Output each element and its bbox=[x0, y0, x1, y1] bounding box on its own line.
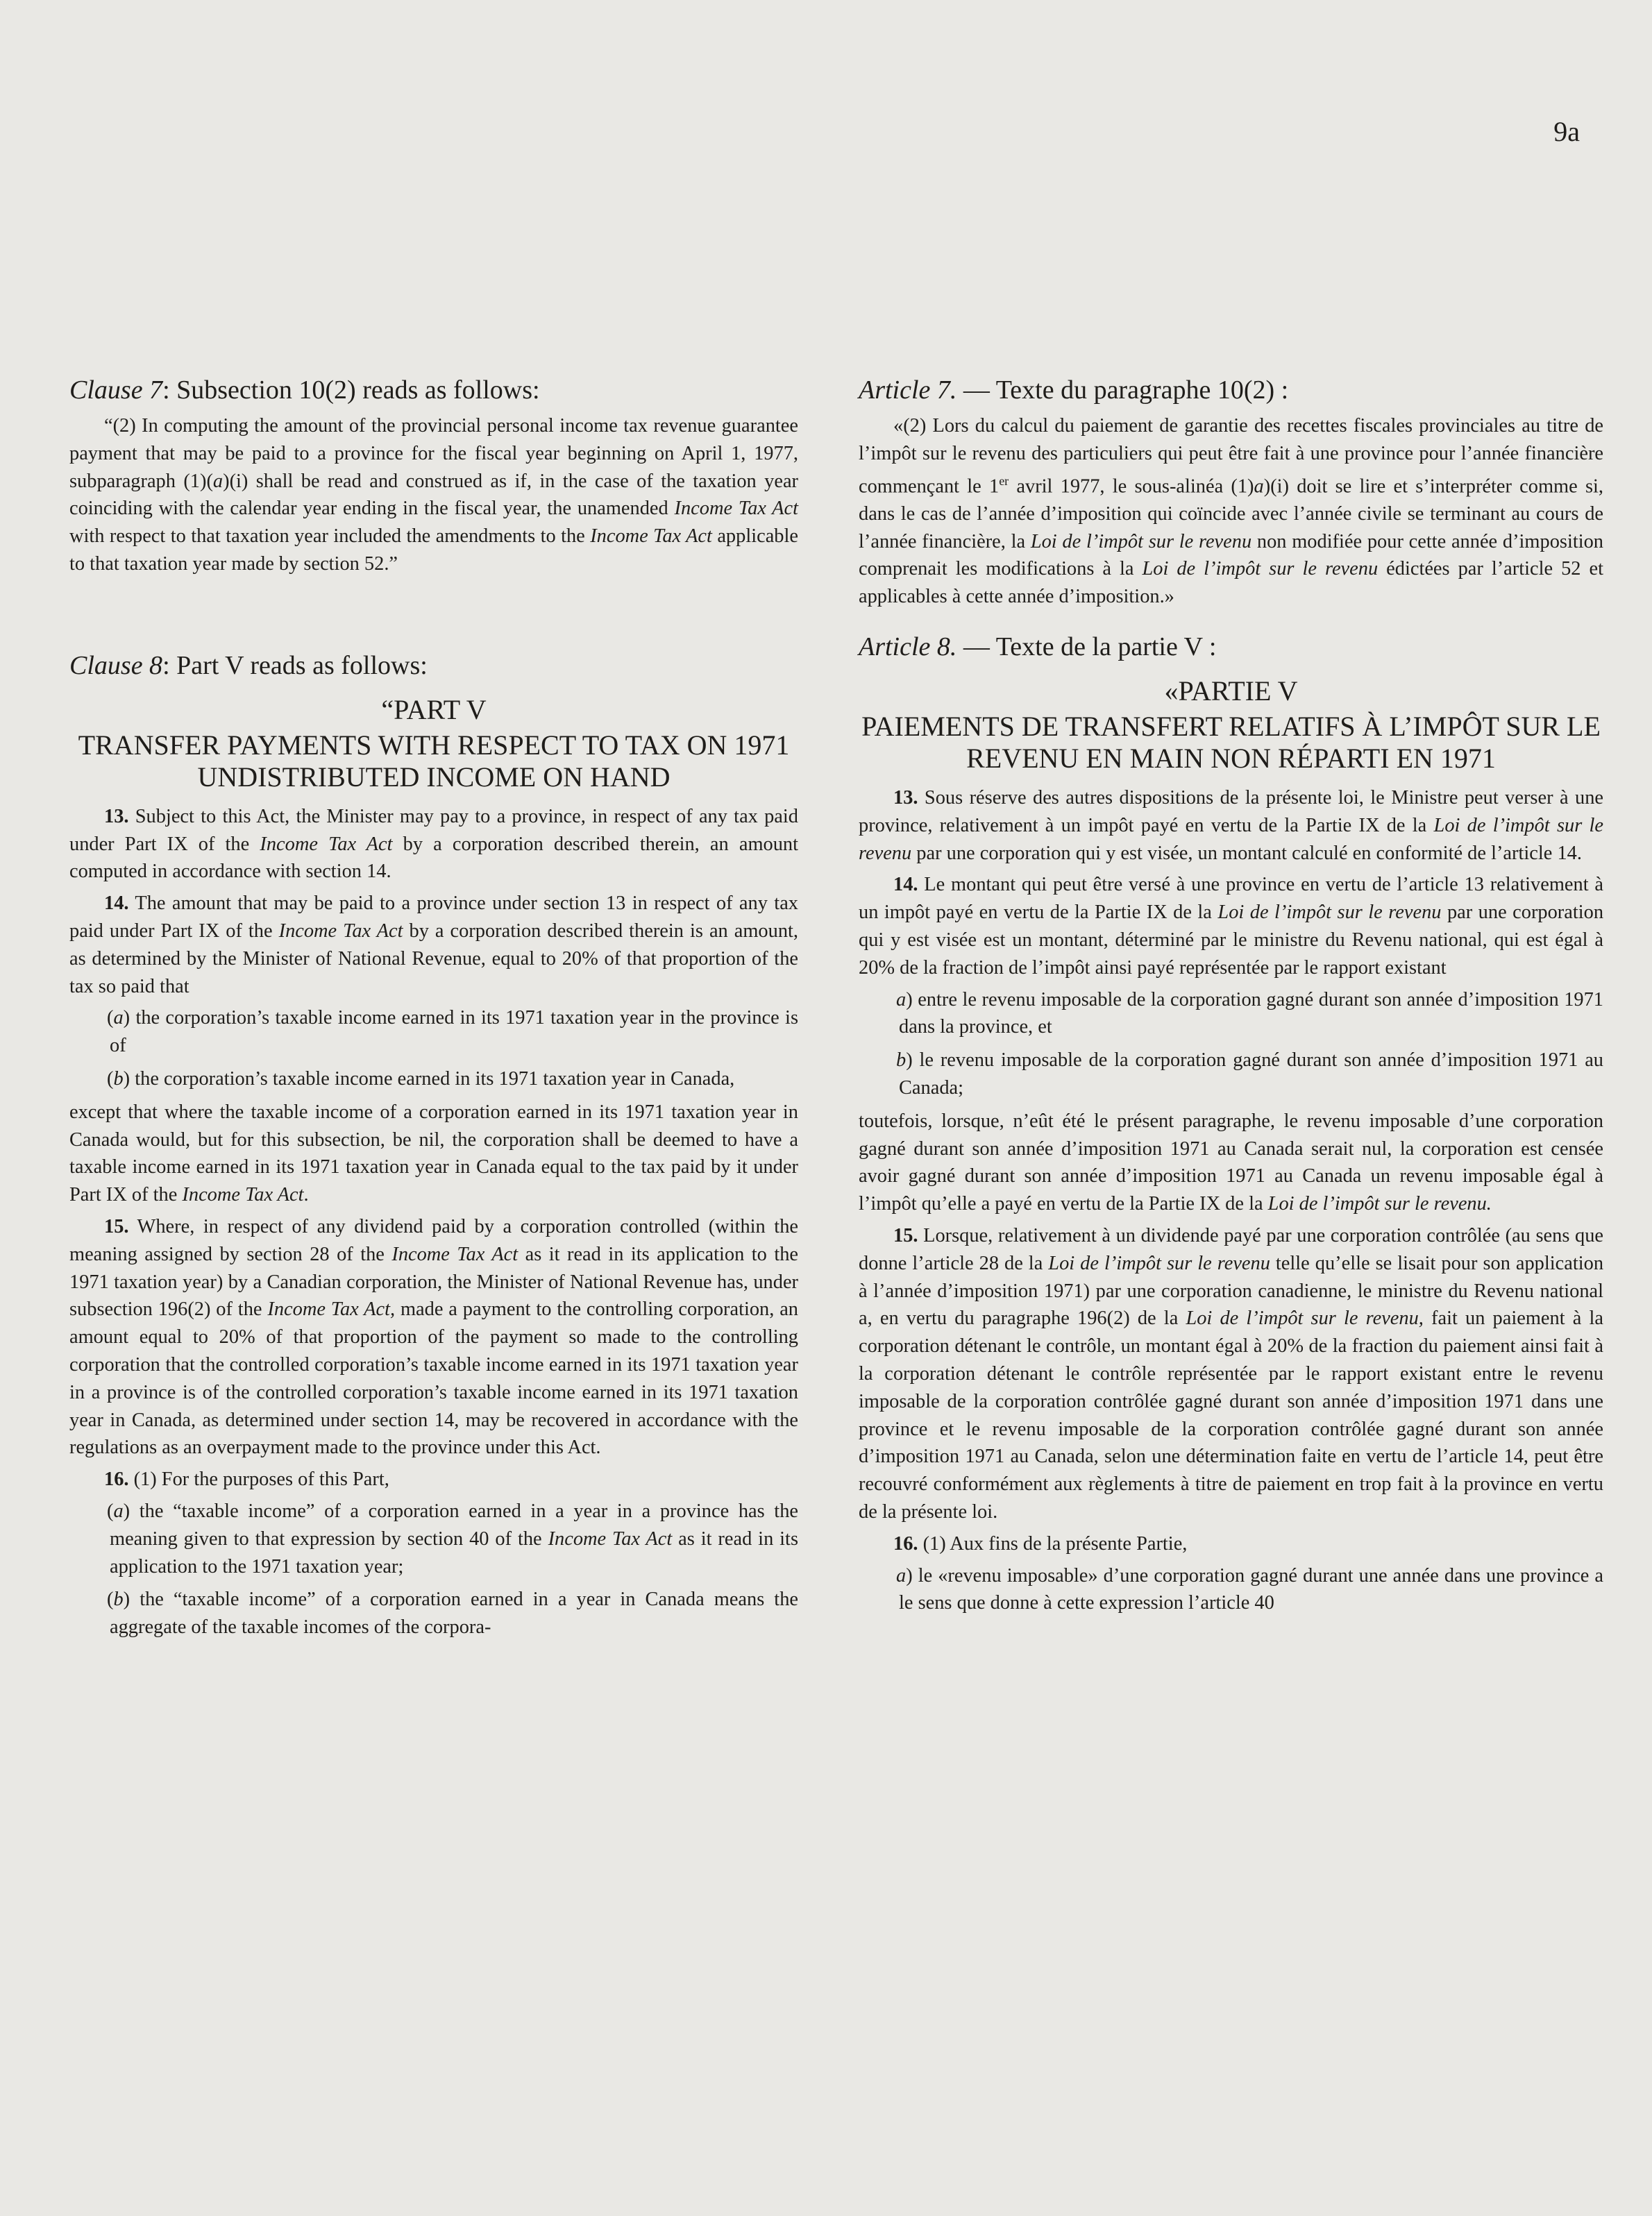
article-14-a: a) entre le revenu imposable de la corporation gagné durant son année d’imposition 1971 dans la province, et bbox=[896, 988, 1603, 1038]
section-14-tail: except that where the taxable income of a corporation earned in its 1971 taxation year in Canada would, but for this subsection, be nil, the corporation shall be deemed to have a taxable income earned in its 1971 taxation year in Canada equal to the tax paid by it under Part IX of the Income Tax Act. bbox=[69, 1101, 798, 1206]
section-16: 16. (1) For the purposes of this Part, bbox=[104, 1469, 389, 1491]
section-15: 15. Where, in respect of any dividend paid by a corporation controlled (within the meaning assigned by section 28 of the Income Tax Act as it read in its application to the 1971 taxation year) by a Canadian corporation, the Minister of National Revenue has, under subsection 196(2) of the Income Tax Act, made a payment to the controlling corporation, an amount equal to 20% of that proportion of the payment so made to the controlling corporation that the controlled corporation’s taxable income earned in its 1971 taxation year in a province is of the controlled corporation’s taxable income earned in its 1971 taxation year in Canada, as determined under section 14, may be recovered in accordance with the regulations as an overpayment made to the province under this Act. bbox=[69, 1215, 799, 1459]
article-16-a: a) le «revenu imposable» d’une corporation gagné durant une année dans une province a le sens que donne à cette expression l’article 40 bbox=[896, 1564, 1603, 1614]
english-column bbox=[69, 373, 798, 1647]
article-7-heading: Article 7. — Texte du paragraphe 10(2) : bbox=[859, 375, 1289, 405]
article-8-heading: Article 8. — Texte de la partie V : bbox=[859, 632, 1217, 662]
section-16-a: (a) the “taxable income” of a corporation earned in a year in a province has the meaning given to that expression by section 40 of the Income Tax Act as it read in its application to the 1971 taxation year; bbox=[107, 1500, 798, 1578]
article-14-b: b) le revenu imposable de la corporation gagné durant son année d’imposition 1971 au Canada; bbox=[896, 1049, 1603, 1099]
clause-7-heading: Clause 7: Subsection 10(2) reads as follows: bbox=[69, 375, 540, 405]
article-15: 15. Lorsque, relativement à un dividende payé par une corporation contrôlée (au sens que donne l’article 28 de la Loi de l’impôt sur le revenu telle qu’elle se lisait pour son application à l’année d’imposition 1971) par une corporation canadienne, le ministre du Revenu national a, en vertu du paragraphe 196(2) de la Loi de l’impôt sur le revenu, fait un paiement à la corporation détenant le contrôle, un montant égal à 20% de la fraction du paiement ainsi fait à la corporation détenant le contrôle représentée par le rapport existant entre le revenu imposable de la corporation contrôlée gagné durant son année d’imposition 1971 dans une province et le revenu imposable de la corporation contrôlée gagné durant son année d’imposition 1971 au Canada, selon une détermination faite en vertu de l’article 14, peut être recouvré conformément aux règlements à titre de paiement en trop fait à la province en vertu de la présente loi. bbox=[859, 1225, 1604, 1523]
article-14: 14. Le montant qui peut être versé à une province en vertu de l’article 13 relativement à un impôt payé en vertu de la Partie IX de la Loi de l’impôt sur le revenu par une corporation qui y est visée est un montant, déterminé par le ministre du Revenu national, qui est égal à 20% de la fraction de l’impôt ainsi payé représentée par le rapport existant bbox=[859, 874, 1604, 979]
article-13: 13. Sous réserve des autres dispositions de la présente loi, le Ministre peut verser à une province, relativement à un impôt payé en vertu de la Partie IX de la Loi de l’impôt sur le revenu par une corporation qui y est visée, un montant calculé en conformité de l’article 14. bbox=[859, 787, 1603, 864]
section-16-b: (b) the “taxable income” of a corporation earned in a year in Canada means the aggregate of the taxable incomes of the corpora- bbox=[107, 1589, 798, 1639]
article-7-text: «(2) Lors du calcul du paiement de garantie des recettes fiscales provinciales au titre de l’impôt sur le revenu des particuliers qui peut être fait à une province pour l’année financière commençant le 1er avril 1977, le sous-alinéa (1)a)(i) doit se lire et s’interpréter comme si, dans le cas de l’année d’imposition qui coïncide avec l’année civile se terminant au cours de l’année financière, la Loi de l’impôt sur le revenu non modifiée pour cette année d’imposition comprenait les modifications à la Loi de l’impôt sur le revenu édictées par l’article 52 et applicables à cette année d’imposition.» bbox=[859, 415, 1603, 608]
page-number: 9a bbox=[1553, 116, 1580, 147]
section-14: 14. The amount that may be paid to a province under section 13 in respect of any tax paid under Part IX of the Income Tax Act by a corporation described therein is an amount, as determined by the Minister of National Revenue, equal to 20% of that proportion of the tax so paid that bbox=[69, 893, 799, 997]
article-14-tail: toutefois, lorsque, n’eût été le présent paragraphe, le revenu imposable d’une corporation gagné durant son année d’imposition 1971 au Canada serait nul, la corporation est censée avoir gagné durant son année d’imposition 1971 au Canada un revenu imposable égal à l’impôt qu’elle a payé en vertu de la Partie IX de la Loi de l’impôt sur le revenu. bbox=[859, 1110, 1603, 1215]
section-14-b: (b) the corporation’s taxable income earned in its 1971 taxation year in Canada, bbox=[107, 1067, 735, 1090]
clause-7-text: “(2) In computing the amount of the provincial personal income tax revenue guarantee payment that may be paid to a province for the fiscal year beginning on April 1, 1977, subparagraph (1)(a)(i) shall be read and construed as if, in the case of the taxation year coinciding with the calendar year ending in the fiscal year, the unamended Income Tax Act with respect to that taxation year included the amendments to the Income Tax Act applicable to that taxation year made by section 52.” bbox=[69, 415, 798, 575]
partie-title: «PARTIE V bbox=[1164, 675, 1298, 707]
article-16: 16. (1) Aux fins de la présente Partie, bbox=[893, 1532, 1188, 1555]
clause-8-heading: Clause 8: Part V reads as follows: bbox=[69, 650, 428, 680]
french-column bbox=[859, 373, 1603, 1623]
section-13: 13. Subject to this Act, the Minister may pay to a province, in respect of any tax paid under Part IX of the Income Tax Act by a corporation described therein, an amount computed in accordance with section 14. bbox=[69, 805, 799, 883]
section-14-a: (a) the corporation’s taxable income earned in its 1971 taxation year in the province is of bbox=[107, 1007, 798, 1057]
part-subtitle: TRANSFER PAYMENTS WITH RESPECT TO TAX ON 1971 UNDISTRIBUTED INCOME ON HAND bbox=[78, 729, 790, 793]
partie-subtitle: PAIEMENTS DE TRANSFERT RELATIFS À L’IMPÔT SUR LE REVENU EN MAIN NON RÉPARTI EN 1971 bbox=[861, 711, 1601, 775]
part-title: “PART V bbox=[381, 693, 487, 725]
